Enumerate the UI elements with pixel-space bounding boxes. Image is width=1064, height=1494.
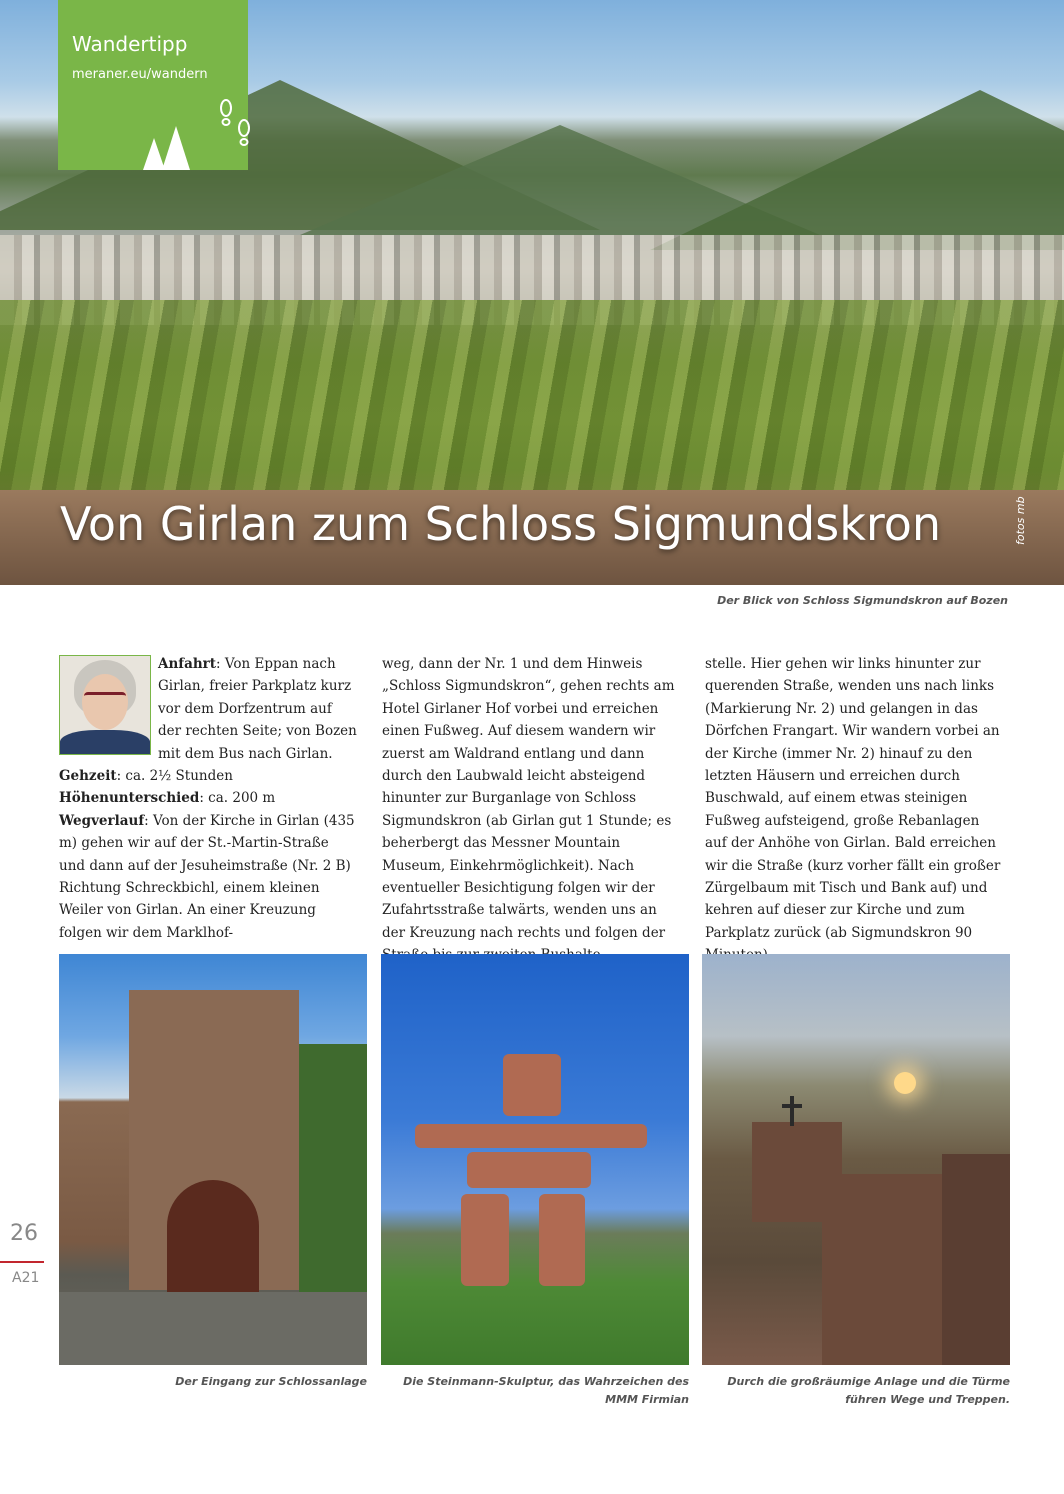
- page-number: 26: [10, 1221, 38, 1246]
- info-label: Höhenunterschied: [59, 790, 200, 807]
- cross-bar: [782, 1104, 802, 1108]
- article-headline: Von Girlan zum Schloss Sigmundskron: [60, 497, 942, 551]
- info-label: Anfahrt: [158, 656, 217, 672]
- vineyard-fields: [0, 300, 1064, 490]
- column-text: weg, dann der Nr. 1 und dem Hinweis „Schloss Sigmundskron“, gehen rechts am Hotel Girlaner Hof vorbei und erreichen einen Fußweg. Auf diesem wandern wir zuerst am Waldrand entlang und dann durch den Laubwald leicht absteigend hinunter zur Burganlage von Schloss Sigmundskron (ab Girlan gut 1 Stunde; es beherbergt das Messner Mountain Museum, Einkehrmöglichkeit). Nach eventueller Besichtigung folgen wir der Zufahrtsstraße talwärts, wenden uns an der Kreuzung nach rechts und folgen der: [382, 656, 675, 941]
- article-column-1-intro: [158, 653, 358, 765]
- info-text: : ca. 200 m: [199, 790, 276, 807]
- sculpture-leg-left: [461, 1194, 509, 1286]
- wandertipp-badge: [58, 0, 248, 170]
- info-label: Wegverlauf: [59, 812, 145, 829]
- photo-caption: Die Steinmann-Skulptur, das Wahrzeichen des MMM Firmian: [403, 1375, 689, 1406]
- badge-title: Wandertipp: [72, 32, 188, 56]
- cobblestone-path: [59, 1292, 367, 1365]
- author-body: [60, 730, 150, 755]
- cross-icon: [790, 1096, 794, 1126]
- article-column-3: [705, 653, 1005, 967]
- photo-caption: Der Eingang zur Schlossanlage: [175, 1375, 367, 1388]
- photo-castle-ruins: [702, 954, 1010, 1365]
- info-wegverlauf: [59, 810, 359, 944]
- hero-caption: Der Blick von Schloss Sigmundskron auf Bozen: [717, 594, 1008, 607]
- sculpture-arms: [415, 1124, 647, 1148]
- author-glasses: [84, 692, 126, 705]
- photo-credit: fotos mb: [1014, 496, 1027, 545]
- ivy-wall: [299, 1044, 367, 1292]
- info-gehzeit: [59, 765, 359, 787]
- trees-icon: [140, 124, 196, 172]
- info-hoehenunterschied: [59, 787, 359, 809]
- page-code: A21: [12, 1270, 40, 1286]
- sculpture-head: [503, 1054, 561, 1116]
- stair-tower: [942, 1154, 1010, 1365]
- author-portrait: [59, 655, 151, 755]
- photo-steinmann: [381, 954, 689, 1365]
- photo-caption: Durch die großräumige Anlage und die Türme führen Wege und Treppen.: [727, 1375, 1010, 1406]
- article-column-2: [382, 653, 682, 967]
- page-divider: [0, 1261, 44, 1263]
- badge-url[interactable]: meraner.eu/wandern: [72, 67, 208, 82]
- sun-icon: [894, 1072, 916, 1094]
- sculpture-leg-right: [539, 1194, 585, 1286]
- castle-gate: [167, 1180, 259, 1292]
- info-text: : Von der Kirche in Girlan (435 m) gehen wir auf der St.-Martin-Straße und dann auf der Jesuheimstraße (Nr. 2 B) Richtung Schreckbichl, einem kleinen Weiler von Girlan. An einer Kreuzung folgen wir dem Marklhof-: [59, 812, 355, 941]
- info-anfahrt: [158, 653, 358, 765]
- info-label: Gehzeit: [59, 768, 117, 784]
- sculpture-torso: [467, 1152, 591, 1188]
- info-text: : Von Eppan nach Girlan, freier Parkplatz kurz vor dem Dorfzentrum auf der rechten Seite; von Bozen mit dem Bus nach Girlan.: [158, 656, 357, 762]
- info-text: : ca. 2½ Stunden: [116, 768, 233, 784]
- footprints-icon: [216, 96, 256, 152]
- article-column-1: [59, 765, 359, 944]
- hero-photo: [0, 0, 1064, 585]
- photo-castle-entrance: [59, 954, 367, 1365]
- mountain-right: [650, 90, 1064, 250]
- column-text: stelle. Hier gehen wir links hinunter zur querenden Straße, wenden uns nach links (Markierung Nr. 2) und gelangen in das Dörfchen Frangart. Wir wandern vorbei an der Kirche (immer Nr. 2) hinauf zu den letzten Häusern und erreichen durch Buschwald, auf einem etwas steinigen Fußweg aufsteigend, große Rebanlagen auf der Anhöhe von Girlan. Bald erreichen wir die Straße (kurz vorher fällt ein großer Zürgelbaum mit Tisch und Bank auf) und kehren auf dieser zur Kirche und zum Parkplatz zurück (ab Sigmundskron 90: [705, 656, 1001, 941]
